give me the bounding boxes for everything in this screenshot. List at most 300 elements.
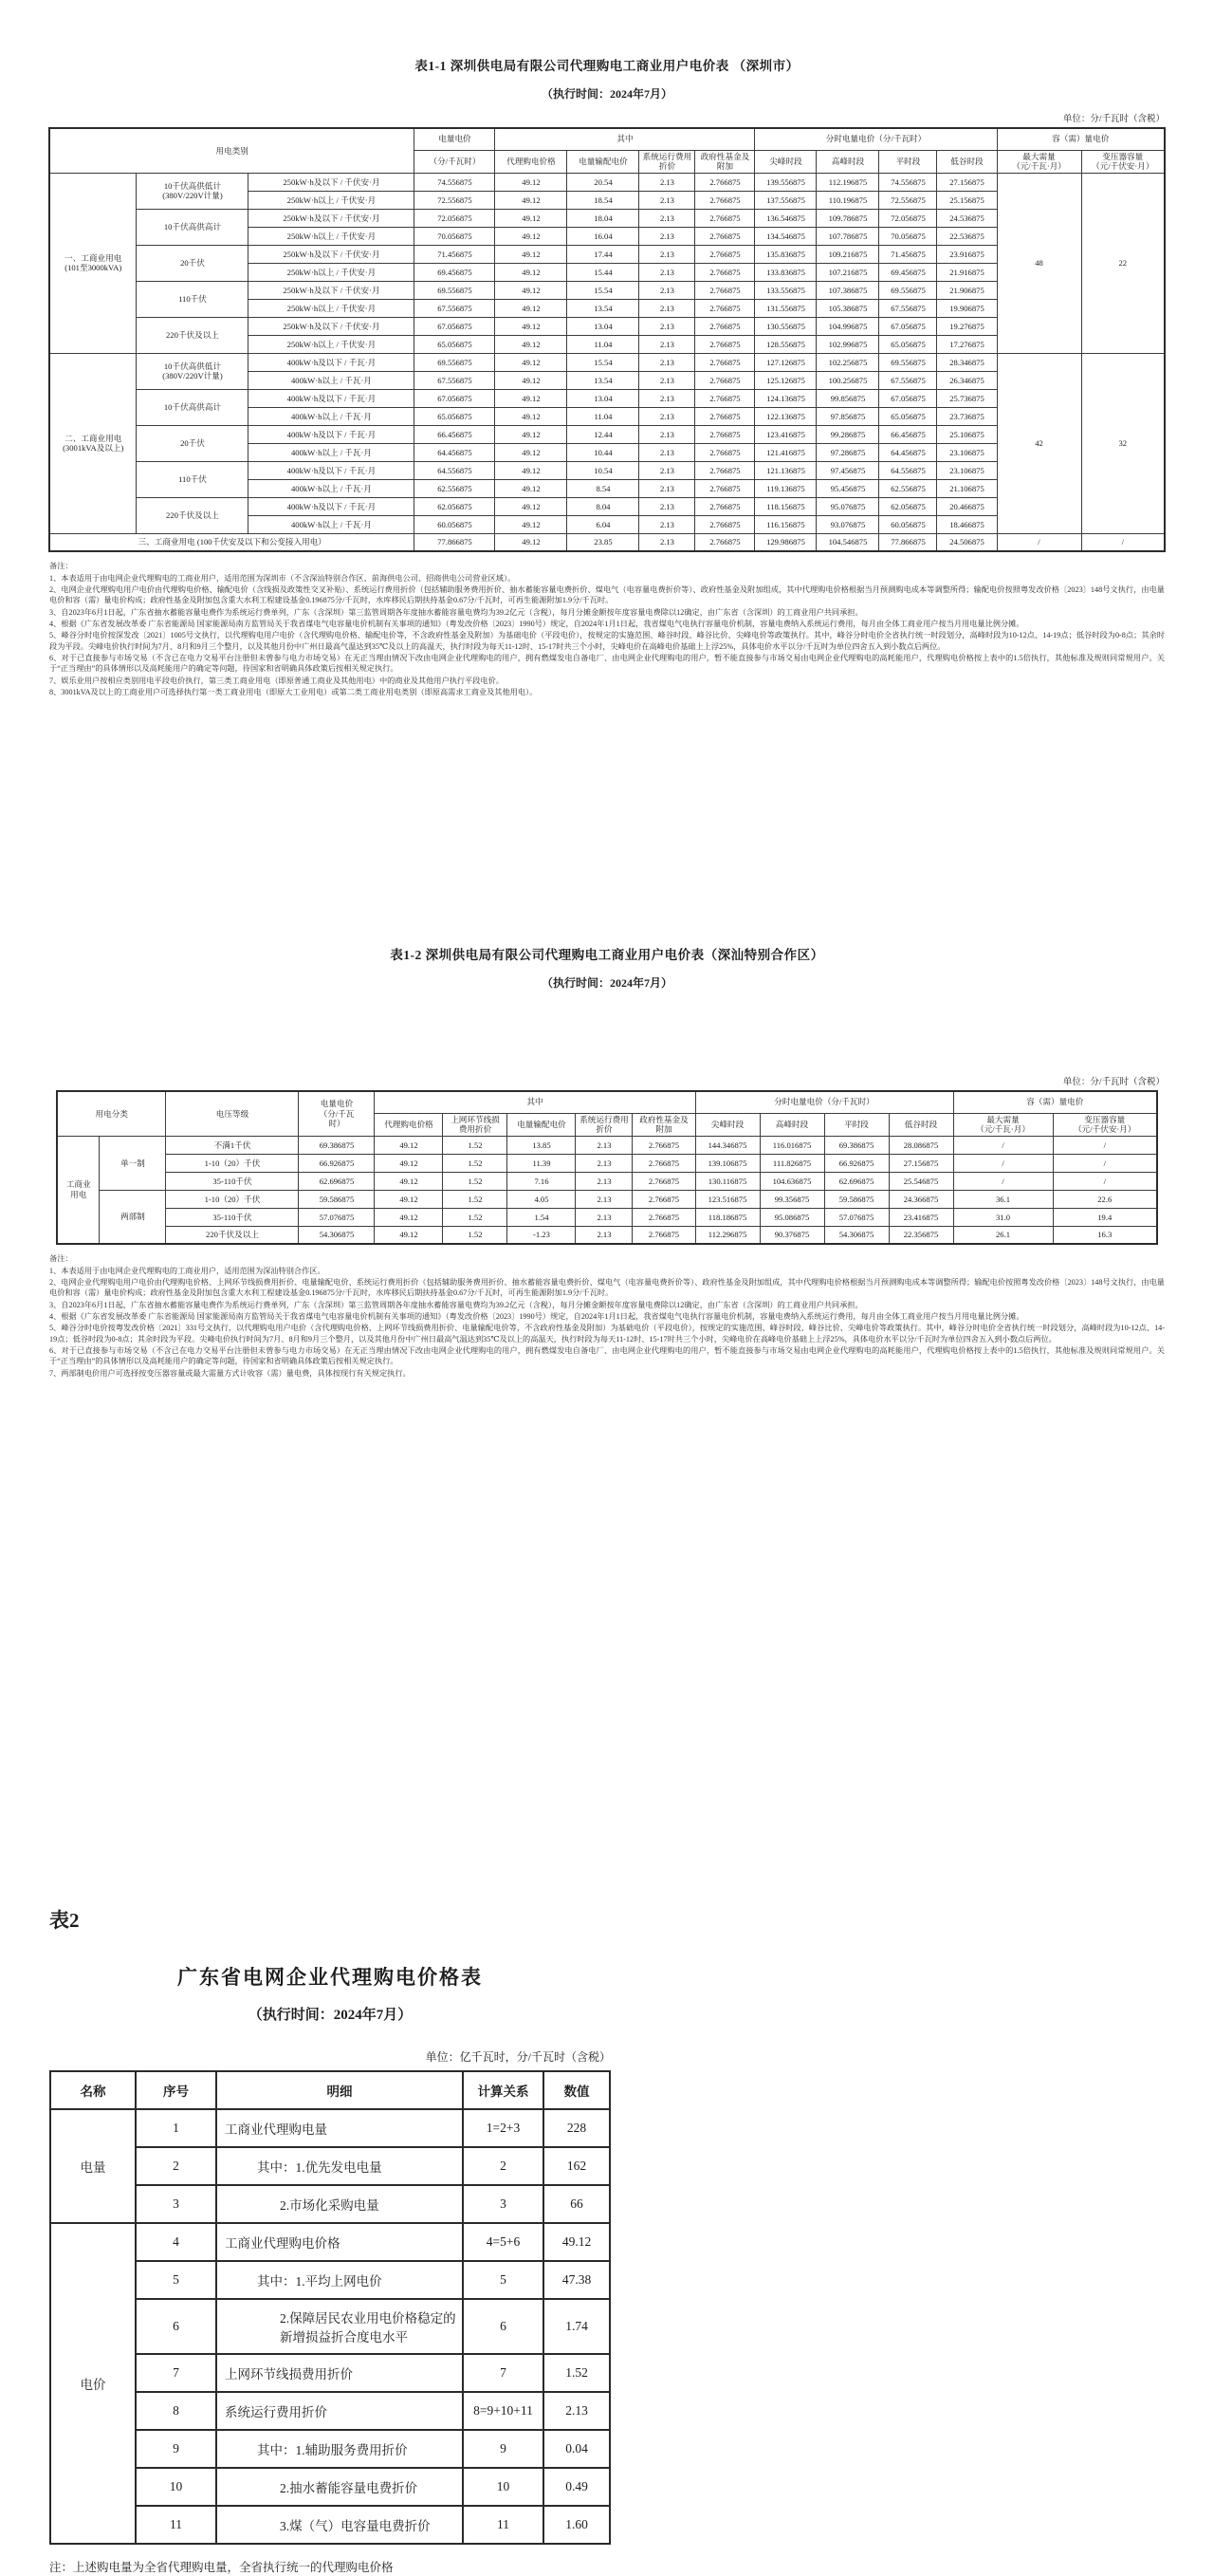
table-cell: 11.04 <box>567 407 639 425</box>
table-cell: 1-10（20）千伏 <box>166 1154 299 1172</box>
table-cell: 21.106875 <box>937 479 997 497</box>
table-cell: 2.13 <box>639 497 695 515</box>
table-cell: 1.52 <box>443 1208 507 1226</box>
table-cell: 69.556875 <box>414 353 495 371</box>
table-cell: 二、工商业用电 (3001kVA及以上) <box>49 353 137 533</box>
table-cell: 65.056875 <box>414 407 495 425</box>
table-cell: 2.766875 <box>695 443 755 461</box>
table-cell: 57.076875 <box>824 1208 889 1226</box>
table-1-1 <box>48 127 1166 552</box>
table-cell: 49.12 <box>495 533 567 551</box>
table-cell: 77.866875 <box>414 533 495 551</box>
table-cell: 2.766875 <box>633 1136 695 1154</box>
table-cell: 2.766875 <box>695 533 755 551</box>
table-cell: 116.016875 <box>760 1136 824 1154</box>
table-cell: 9 <box>136 2430 216 2468</box>
table-cell: 2.766875 <box>695 173 755 191</box>
table-cell: 17.44 <box>567 245 639 263</box>
note-item: 4、根据《广东省发展改革委 广东省能源局 国家能源局南方监管局关于我省煤电气电容量电价机制有关事项的通知》（粤发改价格〔2023〕1990号）规定，自2024年1月1日起，我省煤电气电执行容量电价机制，容量电费纳入系统运行费用，每月由全体工商业用户按当月用电量比例分摊。 <box>49 620 1024 629</box>
table-cell: 28.086875 <box>889 1136 953 1154</box>
section-table-1-1 <box>0 55 1214 698</box>
table-cell: 上网环节线损费用折价 <box>216 2354 463 2392</box>
table-cell: 123.416875 <box>755 425 817 443</box>
note-item: 6、对于已直接参与市场交易（不含已在电力交易平台注册但未曾参与电力市场交易）在无正当理由情况下改由电网企业代理购电的用户，拥有燃煤发电自备电厂、由电网企业代理购电的用户，暂不能直接参与市场交易由电网企业代理购电的高耗能用户，代理购电价格按上表中的1.5倍执行，其他标准及规则同常规用户。关于“正当理由”的具体情形以及高耗能用户的确定等问题，待国家和省明确具体政策后按相关规定执行。 <box>49 1345 1165 1366</box>
table-1-2-exec-time: （执行时间：2024年7月） <box>541 976 672 990</box>
table-cell: 2.766875 <box>633 1190 695 1208</box>
table-cell: 1.52 <box>543 2354 610 2392</box>
table-cell: 2.13 <box>639 461 695 479</box>
table-cell: 49.12 <box>495 353 567 371</box>
table-cell: 69.456875 <box>879 263 937 281</box>
table-cell: 95.456875 <box>817 479 879 497</box>
table-cell: 20千伏 <box>137 425 248 461</box>
table-cell: 10.54 <box>567 461 639 479</box>
table-cell: 102.996875 <box>817 335 879 353</box>
table-cell: 23.106875 <box>937 443 997 461</box>
table-cell: 18.54 <box>567 191 639 209</box>
table-2-unit-note: 单位：亿千瓦时，分/千瓦时（含税） <box>425 2050 611 2064</box>
table-cell: 69.386875 <box>299 1136 375 1154</box>
table-1-2-notes <box>49 1253 1165 1378</box>
table-cell: 72.056875 <box>414 209 495 227</box>
table-cell: 136.546875 <box>755 209 817 227</box>
table-cell: 4=5+6 <box>463 2223 543 2261</box>
table-cell: 49.12 <box>495 209 567 227</box>
table-cell: 400kW·h及以下 / 千瓦·月 <box>248 425 414 443</box>
table-cell: 54.306875 <box>299 1226 375 1244</box>
table-cell: 2.766875 <box>695 461 755 479</box>
table-cell: 121.136875 <box>755 461 817 479</box>
table-cell: 26.346875 <box>937 371 997 389</box>
table-cell: 49.12 <box>495 515 567 533</box>
table-cell: 9 <box>463 2430 543 2468</box>
table-cell: 2.13 <box>576 1172 633 1190</box>
table-cell: 24.536875 <box>937 209 997 227</box>
table-cell: 400kW·h以上 / 千瓦·月 <box>248 443 414 461</box>
table-cell: 49.12 <box>495 227 567 245</box>
table-1-1-exec-time: （执行时间：2024年7月） <box>541 87 672 101</box>
table-cell: 2.766875 <box>695 335 755 353</box>
table-cell: 47.38 <box>543 2261 610 2299</box>
table-cell: 107.216875 <box>817 263 879 281</box>
table-cell: 21.916875 <box>937 263 997 281</box>
table-cell: 71.456875 <box>879 245 937 263</box>
header-cell: 分时电量电价（分/千瓦时） <box>695 1091 953 1113</box>
table-cell: 23.736875 <box>937 407 997 425</box>
table-cell: 电价 <box>50 2223 136 2544</box>
table-cell: 49.12 <box>495 281 567 299</box>
table-cell: 69.556875 <box>879 353 937 371</box>
table-cell: 49.12 <box>495 407 567 425</box>
table-cell: 118.156875 <box>755 497 817 515</box>
table-cell: 其中：1.辅助服务费用折价 <box>216 2430 463 2468</box>
table-cell: 16.04 <box>567 227 639 245</box>
table-cell: 70.056875 <box>414 227 495 245</box>
table-cell: 23.416875 <box>889 1208 953 1226</box>
table-cell: 2.13 <box>639 443 695 461</box>
table-cell: 工商业代理购电量 <box>216 2109 463 2147</box>
table-cell: 2.13 <box>639 389 695 407</box>
table-cell: 250kW·h以上 / 千伏安·月 <box>248 299 414 317</box>
table-cell: 67.056875 <box>879 389 937 407</box>
table-cell: 电量 <box>50 2109 136 2223</box>
table-cell: 26.1 <box>953 1226 1053 1244</box>
table-cell: 2.766875 <box>695 245 755 263</box>
table-cell: 2.766875 <box>695 371 755 389</box>
table-cell: 133.556875 <box>755 281 817 299</box>
table-1-2-unit-note: 单位：分/千瓦时（含税） <box>1062 1078 1165 1087</box>
table-cell: 系统运行费用折价 <box>216 2392 463 2430</box>
table-cell: 123.516875 <box>695 1190 760 1208</box>
table-cell: 111.826875 <box>760 1154 824 1172</box>
table-cell: 8.04 <box>567 497 639 515</box>
table-cell: 17.276875 <box>937 335 997 353</box>
table-cell: 49.12 <box>543 2223 610 2261</box>
table-cell: 121.416875 <box>755 443 817 461</box>
header-cell: 高峰时段 <box>760 1113 824 1136</box>
section-table-1-2 <box>0 944 1214 1380</box>
table-cell: 2 <box>136 2147 216 2185</box>
table-cell: 60.056875 <box>879 515 937 533</box>
table-cell: 8=9+10+11 <box>463 2392 543 2430</box>
table-cell: 49.12 <box>495 443 567 461</box>
table-cell: 7 <box>136 2354 216 2392</box>
header-cell: 平时段 <box>824 1113 889 1136</box>
table-cell: 11 <box>136 2506 216 2544</box>
table-cell: 72.556875 <box>879 191 937 209</box>
table-cell: 62.556875 <box>879 479 937 497</box>
table-cell: 23.106875 <box>937 461 997 479</box>
header-cell: 系统运行费用 折价 <box>576 1113 633 1136</box>
table-cell: 22.536875 <box>937 227 997 245</box>
table-cell: 49.12 <box>495 389 567 407</box>
table-cell: 2 <box>463 2147 543 2185</box>
header-cell: （分/千瓦时） <box>414 150 495 173</box>
table-cell: / <box>1053 1172 1157 1190</box>
table-cell: 134.546875 <box>755 227 817 245</box>
table-cell: 27.156875 <box>889 1154 953 1172</box>
table-cell: 62.056875 <box>414 497 495 515</box>
table-row <box>57 1136 1157 1154</box>
table-cell: 2.766875 <box>695 353 755 371</box>
table-cell: 2.市场化采购电量 <box>216 2185 463 2223</box>
table-cell: 3 <box>463 2185 543 2223</box>
table-cell: 2.766875 <box>695 191 755 209</box>
table-cell: 2.13 <box>639 533 695 551</box>
table-cell: 59.586875 <box>824 1190 889 1208</box>
table-cell: 24.366875 <box>889 1190 953 1208</box>
table-cell: 2.13 <box>639 335 695 353</box>
table-cell: 13.54 <box>567 299 639 317</box>
header-cell: 最大需量 （元/千瓦·月） <box>997 150 1081 173</box>
table-row <box>49 533 1165 551</box>
header-cell: 用电类别 <box>49 128 414 173</box>
table-cell: 74.556875 <box>414 173 495 191</box>
table-cell: 62.696875 <box>824 1172 889 1190</box>
notes-list <box>49 1266 1165 1379</box>
table-2-title: 广东省电网企业代理购电价格表 <box>177 1966 483 1989</box>
header-cell: 政府性基金及 附加 <box>695 150 755 173</box>
table-cell: 1.60 <box>543 2506 610 2544</box>
table-cell: 119.136875 <box>755 479 817 497</box>
table-cell: 23.85 <box>567 533 639 551</box>
table-cell: 2.13 <box>639 353 695 371</box>
table-cell: 2.13 <box>639 173 695 191</box>
table-cell: 97.856875 <box>817 407 879 425</box>
table-cell: 1 <box>136 2109 216 2147</box>
table-cell: 25.546875 <box>889 1172 953 1190</box>
table-cell: 2.766875 <box>695 299 755 317</box>
header-cell: 尖峰时段 <box>695 1113 760 1136</box>
table-cell: 1=2+3 <box>463 2109 543 2147</box>
table-cell: 10 <box>136 2468 216 2506</box>
header-cell: 低谷时段 <box>937 150 997 173</box>
table-cell: 220千伏及以上 <box>137 497 248 533</box>
table-cell: 单一制 <box>100 1136 166 1190</box>
header-cell: 变压器容量 （元/千伏安·月） <box>1053 1113 1157 1136</box>
table-cell: 2.766875 <box>695 407 755 425</box>
table-cell: 90.376875 <box>760 1226 824 1244</box>
table-cell: 64.556875 <box>414 461 495 479</box>
table-cell: 18.04 <box>567 209 639 227</box>
table-cell: 1.52 <box>443 1154 507 1172</box>
table-cell: 220千伏及以上 <box>137 317 248 353</box>
table-cell: 19.906875 <box>937 299 997 317</box>
table-cell: 65.056875 <box>879 335 937 353</box>
table-cell: 102.256875 <box>817 353 879 371</box>
table-cell: 1.52 <box>443 1226 507 1244</box>
table-cell: 35-110千伏 <box>166 1208 299 1226</box>
table-cell: 220千伏及以上 <box>166 1226 299 1244</box>
notes-label: 备注： <box>49 562 73 571</box>
note-item: 8、3001kVA及以上的工商业用户可选择执行第一类工商业用电（即原大工业用电）或第二类工商业用电类别（即原高需求工商业及其他用电）。 <box>49 687 538 696</box>
table-cell: 2.766875 <box>633 1208 695 1226</box>
table-cell: 49.12 <box>495 479 567 497</box>
table-cell: 67.056875 <box>879 317 937 335</box>
table-cell: 57.076875 <box>299 1208 375 1226</box>
table-cell: 49.12 <box>495 371 567 389</box>
table-cell: 97.456875 <box>817 461 879 479</box>
table-2-exec-time: （执行时间：2024年7月） <box>248 2008 413 2023</box>
table-cell: 109.786875 <box>817 209 879 227</box>
table-cell: 2.13 <box>639 515 695 533</box>
table-cell: 112.196875 <box>817 173 879 191</box>
table-cell: 130.116875 <box>695 1172 760 1190</box>
table-cell: 400kW·h及以下 / 千瓦·月 <box>248 353 414 371</box>
table-cell: 15.54 <box>567 353 639 371</box>
table-cell: / <box>953 1136 1053 1154</box>
table-cell: 23.916875 <box>937 245 997 263</box>
header-cell: 电压等级 <box>166 1091 299 1136</box>
table-cell: 66 <box>543 2185 610 2223</box>
table-cell: 49.12 <box>375 1154 443 1172</box>
table-cell: 49.12 <box>495 191 567 209</box>
note-item: 5、峰谷分时电价按粤发改价格〔2021〕331号文执行，以代理购电用户电价（含代理购电价格、上网环节线损费用折价、电量输配电价等，不含政府性基金及附加）为基础电价（平段电价），按规定的实施范围、峰谷时段、峰谷比价、尖峰电价等政策执行。其中，峰谷分时电价全省执行统一时段划分，高峰时段为10-12点、14-19点；低谷时段为0-8点；其余时段为平段。尖峰电价执行时间为7月、8月和9月三个整月，以及其他月份中广州日最高气温达到35℃及以上的高温天，执行时段为每天11-12时、15-17时共三个小时，尖峰电价在高峰电价基础上上浮25%，具体电价水平以分/千瓦时为单位四舍五入到小数点后两位。 <box>49 1324 1165 1344</box>
table-cell: 250kW·h及以下 / 千伏安·月 <box>248 209 414 227</box>
table-cell: 2.766875 <box>695 515 755 533</box>
table-cell: 25.106875 <box>937 425 997 443</box>
table-cell: 2.13 <box>639 245 695 263</box>
table-cell: 2.13 <box>639 263 695 281</box>
table-cell: 2.13 <box>576 1136 633 1154</box>
table-cell: 2.13 <box>543 2392 610 2430</box>
table-cell: 42 <box>997 353 1081 533</box>
table-cell: 0.04 <box>543 2430 610 2468</box>
table-cell: 16.3 <box>1053 1226 1157 1244</box>
table-cell: 2.13 <box>639 425 695 443</box>
table-cell: 49.12 <box>495 461 567 479</box>
table-cell: 18.466875 <box>937 515 997 533</box>
table-cell: 62.056875 <box>879 497 937 515</box>
table-cell: 122.136875 <box>755 407 817 425</box>
table-cell: / <box>1053 1154 1157 1172</box>
table-cell: 69.556875 <box>414 281 495 299</box>
table-cell: 250kW·h及以下 / 千伏安·月 <box>248 173 414 191</box>
table-cell: 7 <box>463 2354 543 2392</box>
table-cell: 116.156875 <box>755 515 817 533</box>
table-cell: 10千伏高供高计 <box>137 389 248 425</box>
table-cell: 7.16 <box>507 1172 576 1190</box>
table-cell: 1-10（20）千伏 <box>166 1190 299 1208</box>
table-cell: 162 <box>543 2147 610 2185</box>
note-item: 4、根据《广东省发展改革委 广东省能源局 国家能源局南方监管局关于我省煤电气电容量电价机制有关事项的通知》（粤发改价格〔2023〕1990号）规定，自2024年1月1日起，我省煤电气电执行容量电价机制，容量电费纳入系统运行费用，每月由全体工商业用户按当月用电量比例分摊。 <box>49 1312 1024 1322</box>
table-cell: 67.556875 <box>879 371 937 389</box>
table-cell: 400kW·h以上 / 千瓦·月 <box>248 515 414 533</box>
table-cell: 10 <box>463 2468 543 2506</box>
table-cell: 2.766875 <box>695 317 755 335</box>
table-cell: 64.456875 <box>414 443 495 461</box>
table-2-label: 表2 <box>49 1909 80 1932</box>
table-cell: 0.49 <box>543 2468 610 2506</box>
table-cell: 250kW·h及以下 / 千伏安·月 <box>248 281 414 299</box>
table-2 <box>49 2070 611 2545</box>
note-item: 7、两部制电价用户可选择按变压器容量或最大需量方式计收容（需）量电费，具体按现行有关规定执行。 <box>49 1368 411 1378</box>
table-cell: 109.216875 <box>817 245 879 263</box>
table-cell: 69.386875 <box>824 1136 889 1154</box>
table-cell: 10千伏高供高计 <box>137 209 248 245</box>
table-cell: 400kW·h及以下 / 千瓦·月 <box>248 461 414 479</box>
table-cell: 2.766875 <box>695 227 755 245</box>
table-cell: 其中：1.平均上网电价 <box>216 2261 463 2299</box>
table-cell: 19.276875 <box>937 317 997 335</box>
table-cell: / <box>1053 1136 1157 1154</box>
table-cell: 2.766875 <box>695 263 755 281</box>
table-row <box>50 2071 610 2109</box>
header-cell: 代理购电价格 <box>375 1113 443 1136</box>
table-cell: 1.52 <box>443 1136 507 1154</box>
table-cell: 2.13 <box>576 1208 633 1226</box>
table-cell: 2.13 <box>639 371 695 389</box>
table-row <box>49 173 1165 191</box>
table-cell: 49.12 <box>375 1208 443 1226</box>
table-cell: 60.056875 <box>414 515 495 533</box>
table-cell: 4.05 <box>507 1190 576 1208</box>
table-cell: 2.766875 <box>695 425 755 443</box>
table-cell: 49.12 <box>495 245 567 263</box>
table-cell: / <box>997 533 1081 551</box>
table-cell: 62.696875 <box>299 1172 375 1190</box>
table-cell: 13.04 <box>567 389 639 407</box>
table-cell: 13.85 <box>507 1136 576 1154</box>
table-cell: 5 <box>463 2261 543 2299</box>
table-cell: 93.076875 <box>817 515 879 533</box>
table-cell: 131.556875 <box>755 299 817 317</box>
note-item: 7、娱乐业用户按相应类别用电平段电价执行，第三类工商业用电（即原普通工商业及其他用电）中的商业及其他用户执行平段电价。 <box>49 676 504 685</box>
table-cell: 49.12 <box>495 263 567 281</box>
header-cell: 代理购电价格 <box>495 150 567 173</box>
table-cell: -1.23 <box>507 1226 576 1244</box>
table-cell: 67.056875 <box>414 317 495 335</box>
table-cell: 49.12 <box>495 299 567 317</box>
table-cell: 97.286875 <box>817 443 879 461</box>
header-cell: 明细 <box>216 2071 463 2109</box>
table-cell: 2.766875 <box>633 1226 695 1244</box>
table-cell: 28.346875 <box>937 353 997 371</box>
table-cell: 110千伏 <box>137 281 248 317</box>
table-cell: 62.556875 <box>414 479 495 497</box>
table-cell: 67.056875 <box>414 389 495 407</box>
table-cell: 400kW·h以上 / 千瓦·月 <box>248 371 414 389</box>
table-cell: 99.856875 <box>817 389 879 407</box>
table-cell: 66.926875 <box>824 1154 889 1172</box>
table-cell: 250kW·h及以下 / 千伏安·月 <box>248 245 414 263</box>
table-cell: 13.54 <box>567 371 639 389</box>
table-cell: 20.54 <box>567 173 639 191</box>
table-cell: 20.466875 <box>937 497 997 515</box>
table-cell: 133.836875 <box>755 263 817 281</box>
table-cell: / <box>1081 533 1165 551</box>
table-cell: 31.0 <box>953 1208 1053 1226</box>
table-cell: 59.586875 <box>299 1190 375 1208</box>
table-cell: 400kW·h及以下 / 千瓦·月 <box>248 497 414 515</box>
table-cell: 20千伏 <box>137 245 248 281</box>
header-cell: 序号 <box>136 2071 216 2109</box>
table-cell: 49.12 <box>375 1190 443 1208</box>
table-cell: 107.786875 <box>817 227 879 245</box>
table-cell: 74.556875 <box>879 173 937 191</box>
header-cell: 其中 <box>495 128 755 150</box>
table-cell: 99.286875 <box>817 425 879 443</box>
table-cell: 11.04 <box>567 335 639 353</box>
table-cell: 2.766875 <box>695 209 755 227</box>
note-item: 1、本表适用于由电网企业代理购电的工商业用户，适用范围为深圳市（不含深汕特别合作区、前海供电公司、招商供电公司营业区域）。 <box>49 573 516 583</box>
table-cell: 48 <box>997 173 1081 353</box>
table-cell: 250kW·h以上 / 千伏安·月 <box>248 191 414 209</box>
table-cell: 2.13 <box>576 1154 633 1172</box>
note-item: 3、自2023年6月1日起，广东省抽水蓄能容量电费作为系统运行费单列，广东（含深圳）第三监管周期各年度抽水蓄能容量电费均为39.2亿元（含税），每月分摊金额按年度容量电费除以12确定，由广东省（含深圳）的工商业用户共同承担。 <box>49 1300 863 1309</box>
table-cell: 66.456875 <box>879 425 937 443</box>
table-cell: 49.12 <box>495 173 567 191</box>
table-row <box>50 2109 610 2147</box>
note-item: 1、本表适用于由电网企业代理购电的工商业用户，适用范围为深汕特别合作区。 <box>49 1266 325 1275</box>
header-cell: 数值 <box>543 2071 610 2109</box>
table-1-2-title: 表1-2 深圳供电局有限公司代理购电工商业用户电价表（深汕特别合作区） <box>390 948 824 962</box>
table-cell: 135.836875 <box>755 245 817 263</box>
table-cell: 99.356875 <box>760 1190 824 1208</box>
table-cell: 110千伏 <box>137 461 248 497</box>
table-row <box>57 1190 1157 1208</box>
table-cell: 400kW·h以上 / 千瓦·月 <box>248 479 414 497</box>
table-row <box>57 1154 1157 1172</box>
table-cell: 250kW·h以上 / 千伏安·月 <box>248 335 414 353</box>
table-cell: 三、工商业用电 (100千伏安及以下和公变接入用电） <box>49 533 414 551</box>
table-cell: 10.44 <box>567 443 639 461</box>
table-cell: 250kW·h以上 / 千伏安·月 <box>248 227 414 245</box>
table-2-footnote: 注：上述购电量为全省代理购电量，全省执行统一的代理购电价格 <box>49 2561 394 2574</box>
header-cell: 系统运行费用 折价 <box>639 150 695 173</box>
table-cell: 130.556875 <box>755 317 817 335</box>
table-cell: 8.54 <box>567 479 639 497</box>
